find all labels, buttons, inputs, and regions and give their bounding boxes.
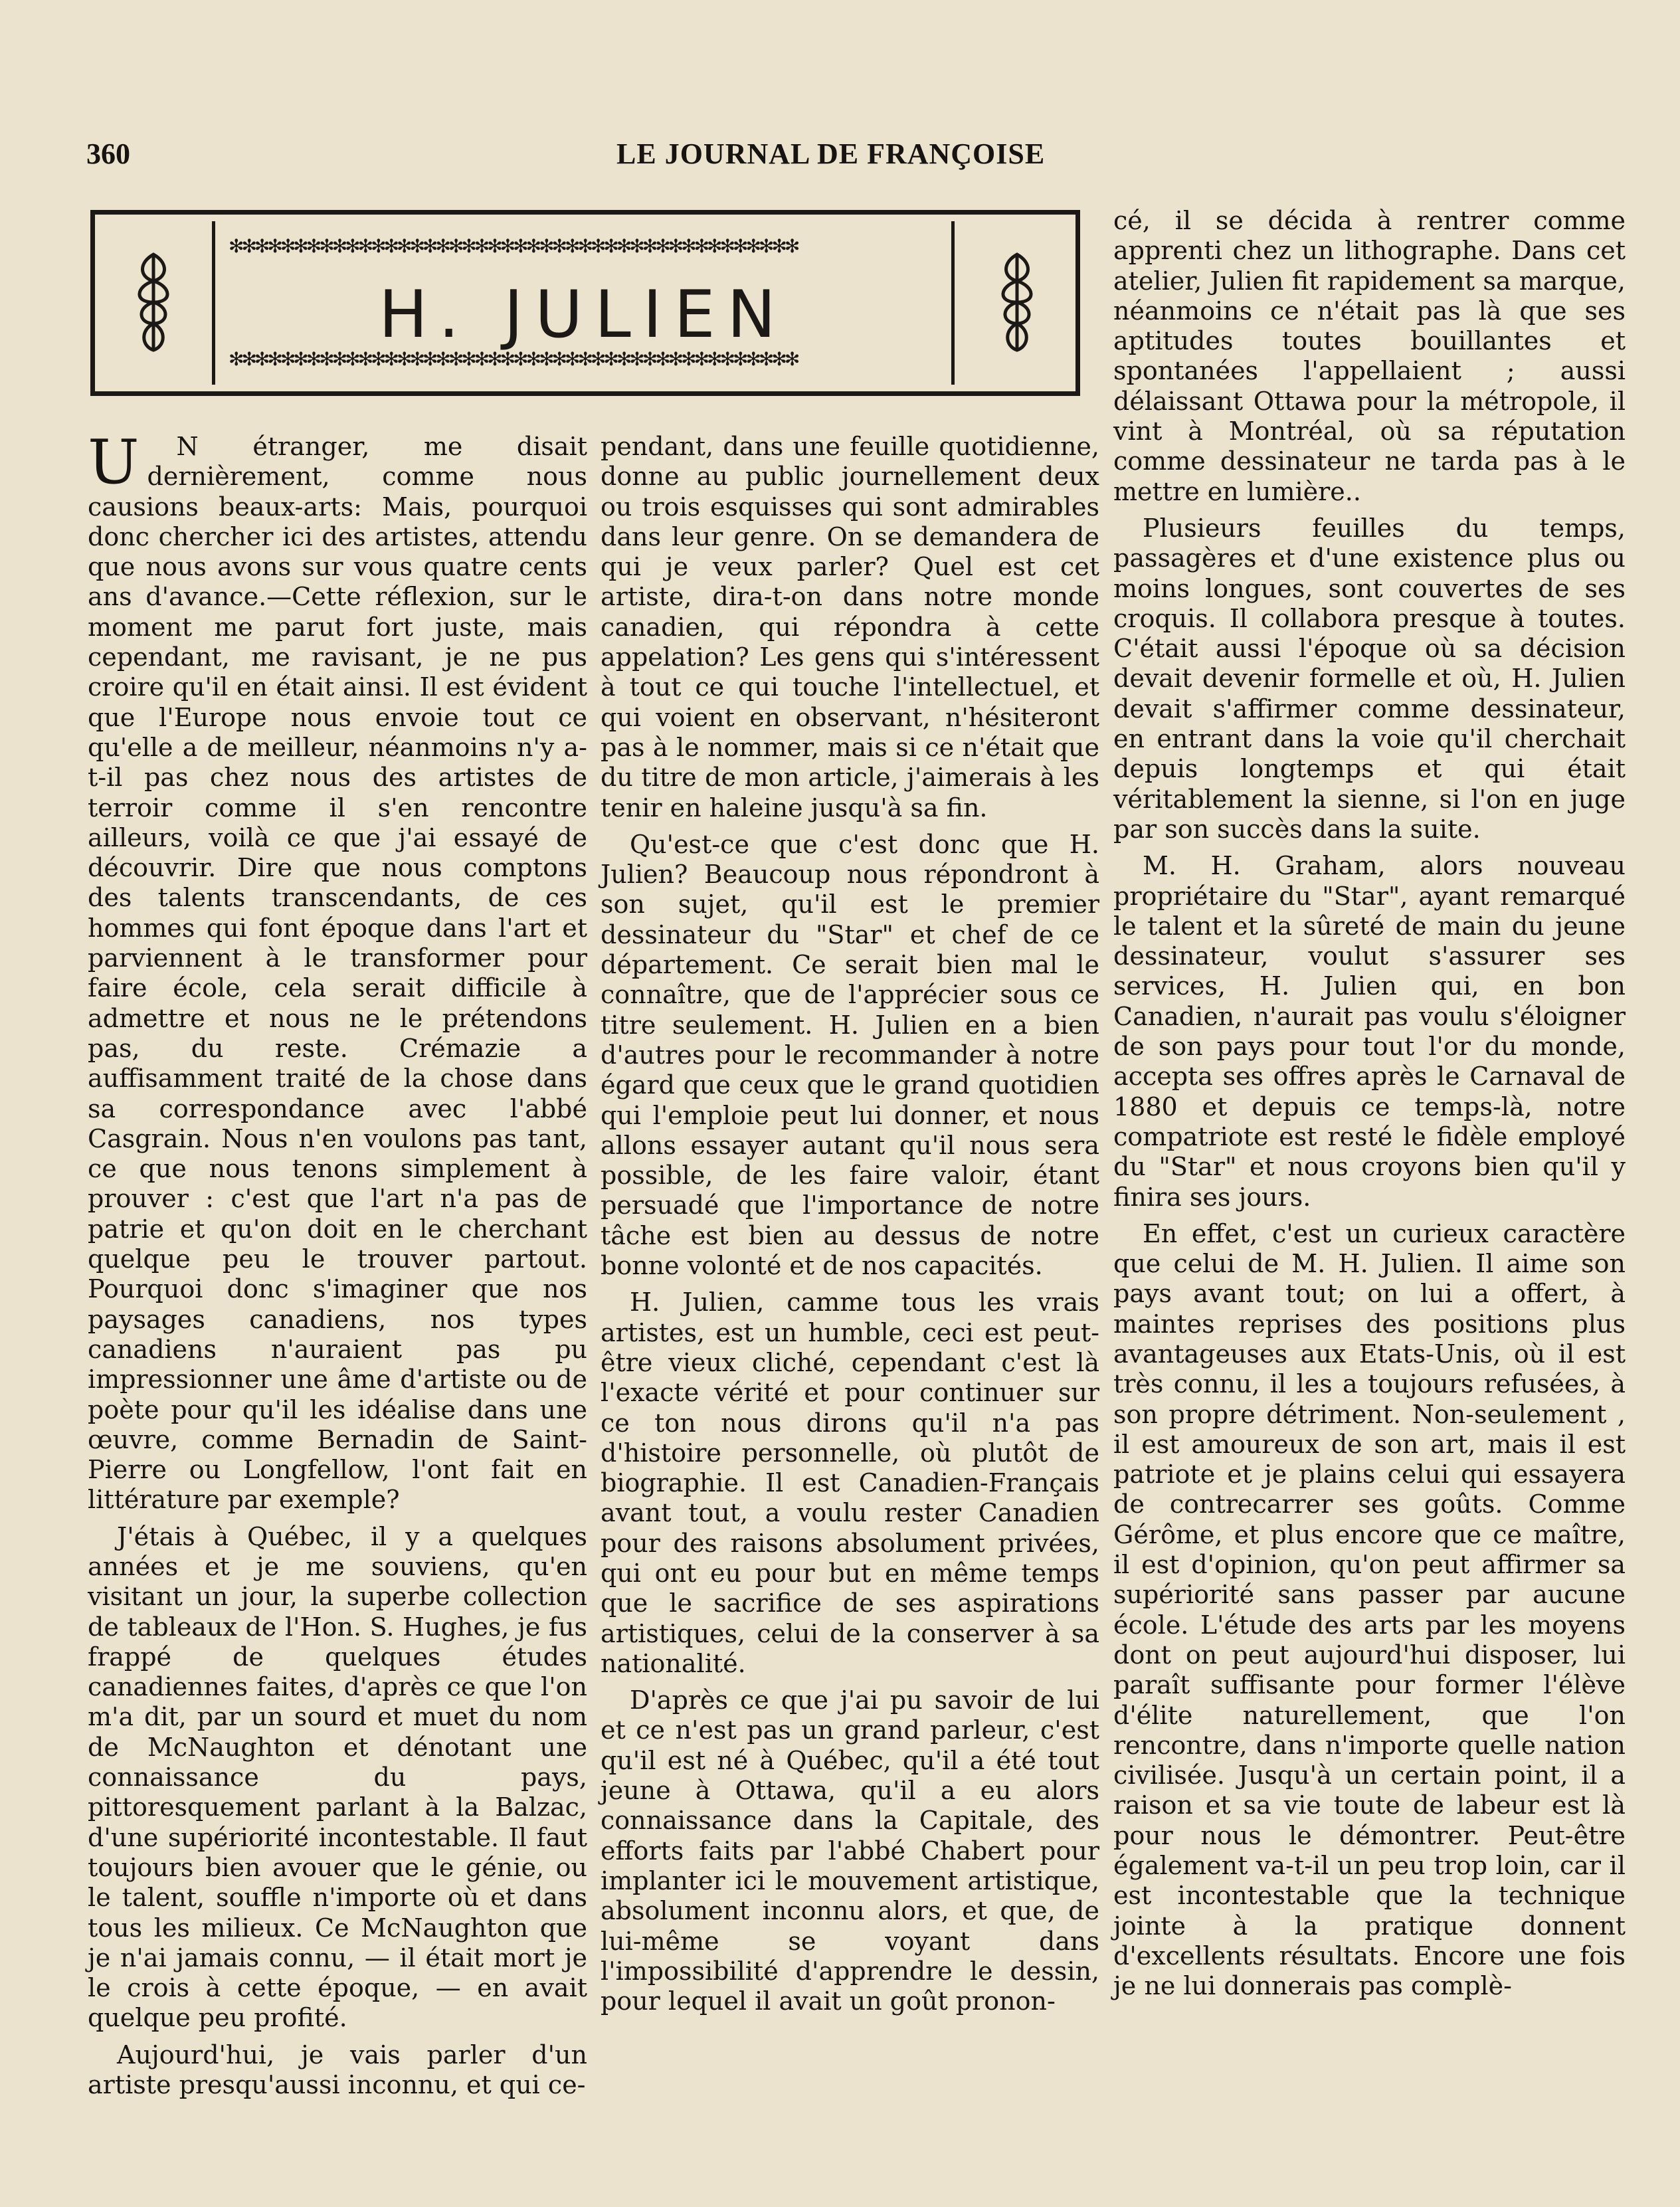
title-frame xyxy=(90,210,1080,396)
paragraph: J'étais à Québec, il y a quelques années et je me souviens, qu'en visitant un jour, la superbe collection de tableaux de l'Hon. S. Hughes, je fus frappé de quelques études canadiennes faites, d'après ce que l'on m'a dit, par un sourd et muet du nom de McNaughton et dénotant une connaissance du pays, pittoresquement parlant à la Balzac, d'une supériorité incontestable. Il faut toujours bien avouer que le génie, ou le talent, souffle n'importe où et dans tous les milieux. Ce McNaughton que je n'ai jamais connu, — il était mort je le crois à cette époque, — en avait quelque peu profité. xyxy=(88,1521,587,2033)
fleuron-ornament-left-icon xyxy=(127,249,180,355)
paragraph: pendant, dans une feuille quotidienne, donne au public journellement deux ou trois esquisses qui sont admirables dans leur genre. On se demandera de qui je veux parler? Quel est cet artiste, dira-t-on dans notre monde canadien, qui répondra à cette appelation? Les gens qui s'intéressent à tout ce qui touche l'intellectuel, et qui voient en observant, n'hésiteront pas à le nommer, mais si ce n'était que du titre de mon article, j'aimerais à les tenir en haleine jusqu'à sa fin. xyxy=(601,432,1099,822)
drop-cap: U xyxy=(88,427,140,498)
text-column-1 xyxy=(88,427,587,2100)
text-column-2 xyxy=(601,432,1099,2016)
paragraph: M. H. Graham, alors nouveau propriétaire du "Star", ayant remarqué le talent et la sûreté de main du jeune dessinateur, voulut s'assurer ses services, H. Julien qui, en bon Canadien, n'aurait pas voulu s'éloigner de son pays pour tout l'or du monde, accepta ses offres après le Carnaval de 1880 et depuis ce temps-là, notre compatriote est resté le fidèle employé du "Star" et nous croyons bien qu'il y finira ses jours. xyxy=(1113,851,1626,1212)
page-number: 360 xyxy=(86,138,130,170)
paragraph: Plusieurs feuilles du temps, passagères et d'une existence plus ou moins longues, sont couvertes de ses croquis. Il collabora presque à toutes. C'était aussi l'époque où sa décision devait devenir formelle et où, H. Julien devait s'affirmer comme dessinateur, en entrant dans la voie qu'il cherchait depuis longtemps et qui était véritablement la sienne, si l'on en juge par son succès dans la suite. xyxy=(1113,513,1626,844)
paragraph-text: N étranger, me disait dernièrement, comme nous causions beaux-arts: Mais, pourquoi donc chercher ici des artistes, attendu que nous avons sur vous quatre cents ans d'avance.—Cette réflexion, sur le moment me parut fort juste, mais cependant, me ravisant, je ne pus croire qu'il en était ainsi. Il est évident que l'Europe nous envoie tout ce qu'elle a de meilleur, néanmoins n'y a-t-il pas chez nous des artistes de terroir comme il s'en rencontre ailleurs, voilà ce que j'ai essayé de découvrir. Dire que nous comptons des talents transcendants, de ces hommes qui font époque dans l'art et parviennent à le transformer pour faire école, cela serait difficile à admettre et nous ne le prétendons pas, du reste. Crémazie a auffisamment traité de la chose dans sa correspondance avec l'abbé Casgrain. Nous n'en voulons pas tant, ce que nous tenons simplement à prouver : c'est que l'art n'a pas de patrie et qu'on doit en le cherchant quelque peu le trouver partout. Pourquoi donc s'imaginer que nos paysages canadiens, nos types canadiens n'auraient pas pu impressionner une âme d'artiste ou de poète pour qu'il les idéalise dans une œuvre, comme Bernadin de Saint-Pierre ou Longfellow, l'ont fait en littérature par exemple? xyxy=(88,432,587,1515)
paragraph: D'après ce que j'ai pu savoir de lui et ce n'est pas un grand parleur, c'est qu'il est né à Québec, qu'il a été tout jeune à Ottawa, qu'il a eu alors connaissance dans la Capitale, des efforts faits par l'abbé Chabert pour implanter ici le mouvement artistique, absolument inconnu alors, et que, de lui-même se voyant dans l'impossibilité d'apprendre le dessin, pour lequel il avait un goût pronon- xyxy=(601,1685,1099,2016)
text-column-3 xyxy=(1113,206,1626,2002)
article-title: H. JULIEN xyxy=(379,277,788,353)
journal-title: LE JOURNAL DE FRANÇOISE xyxy=(616,138,1046,170)
paragraph: En effet, c'est un curieux caractère que celui de M. H. Julien. Il aime son pays avant tout; on lui a offert, à maintes reprises des positions plus avantageuses aux Etats-Unis, où il est très connu, il les a toujours refusées, à son propre détriment. Non-seulement , il est amoureux de son art, mais il est patriote et je plains celui qui essayera de contrecarrer ses goûts. Comme Gérôme, et plus encore que ce maître, il est d'opinion, qu'on peut affirmer sa supériorité sans passer par aucune école. L'étude des arts par les moyens dont on peut aujourd'hui disposer, lui paraît suffisante pour former l'élève d'élite naturellement, que l'on rencontre, dans n'importe quelle nation civilisée. Jusqu'à un certain point, il a raison et sa vie toute de labeur est là pour nous le démontrer. Peut-être également va-t-il un peu trop loin, car il est incontestable que la technique jointe à la pratique donnent d'excellents résultats. Encore une fois je ne lui donnerais pas complè- xyxy=(1113,1218,1626,2001)
paragraph: Aujourd'hui, je vais parler d'un artiste presqu'aussi inconnu, et qui ce- xyxy=(88,2040,587,2100)
ornament-band-bottom: ✻✻✻✻✻✻✻✻✻✻✻✻✻✻✻✻✻✻✻✻✻✻✻✻✻✻✻✻✻✻✻✻✻✻✻✻✻✻✻✻✻✻✻✻ xyxy=(229,350,798,369)
paragraph: H. Julien, camme tous les vrais artistes, est un humble, ceci est peut-être vieux cliché, cependant c'est là l'exacte vérité et pour continuer sur ce ton nous dirons qu'il n'a pas d'histoire personnelle, où plutôt de biographie. Il est Canadien-Français avant tout, a voulu rester Canadien pour des raisons absolument privées, qui ont eu pour but en même temps que le sacrifice de ses aspirations artistiques, celui de la conserver à sa nationalité. xyxy=(601,1288,1099,1678)
paragraph: cé, il se décida à rentrer comme apprenti chez un lithographe. Dans cet atelier, Julien fit rapidement sa marque, néanmoins ce n'était pas là que ses aptitudes toutes bouillantes et spontanées l'appellaient ; aussi délaissant Ottawa pour la métropole, il vint à Montréal, où sa réputation comme dessinateur ne tarda pas à le mettre en lumière.. xyxy=(1113,206,1626,506)
paragraph: Qu'est-ce que c'est donc que H. Julien? Beaucoup nous répondront à son sujet, qu'il est le premier dessinateur du "Star" et chef de ce département. Ce serait bien mal le connaître, que de l'apprécier sous ce titre seulement. H. Julien en a bien d'autres pour le recommander à notre égard que ceux que le grand quotidien qui l'emploie peut lui donner, et nous allons essayer autant qu'il nous sera possible, de les faire valoir, étant persuadé que l'importance de notre tâche est bien au dessus de notre bonne volonté et de nos capacités. xyxy=(601,829,1099,1281)
paragraph xyxy=(88,427,587,1515)
ornament-band-top: ✻✻✻✻✻✻✻✻✻✻✻✻✻✻✻✻✻✻✻✻✻✻✻✻✻✻✻✻✻✻✻✻✻✻✻✻✻✻✻✻✻✻✻✻ xyxy=(229,237,798,256)
running-head xyxy=(0,137,1680,177)
fleuron-ornament-right-icon xyxy=(990,249,1044,355)
title-inner-panel xyxy=(212,221,955,385)
